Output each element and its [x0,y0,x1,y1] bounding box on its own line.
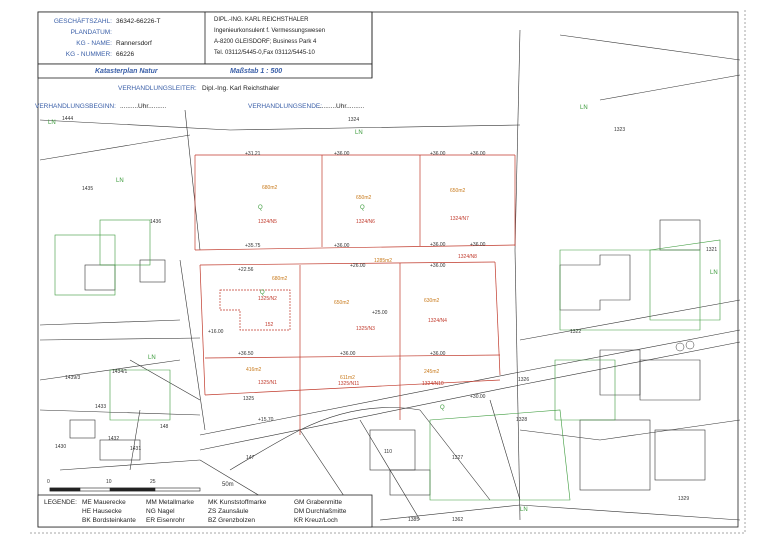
lot-1325-n2: 1325/N2 [258,296,277,302]
parcel-152: 152 [265,322,274,328]
scale-tick-0: 0 [47,479,50,485]
ln-marker: LN [48,120,56,126]
area-n11: 611m2 [340,375,355,381]
ende-label: VERHANDLUNGSENDE: [248,103,323,110]
plandatum-label: PLANDATUM: [70,29,112,36]
area-n3: 650m2 [334,300,350,306]
lot-1325-n11: 1325/N11 [338,381,360,387]
parcel-1434-1: 1434/1 [112,369,128,375]
area-n10: 245m2 [424,369,440,375]
area-n6: 650m2 [356,195,372,201]
parcel-110: 110 [384,449,392,455]
area-n4: 630m2 [424,298,440,304]
ln-marker: LN [355,130,363,136]
ende-value: ..........Uhr.......... [318,103,365,110]
parcel-1322: 1322 [570,329,582,335]
parcel-148: 148 [160,424,169,430]
parcel-1328: 1328 [516,417,528,423]
scale-tick-50: 50m [222,482,234,488]
dim-1: +31.21 [245,151,261,157]
ln-marker: LN [116,178,124,184]
parcel-1432: 1432 [108,436,120,442]
lot-1324-n10: 1324/N10 [422,381,444,387]
dim-5: +35.75 [245,243,261,249]
parcel-1444: 1444 [62,116,74,122]
firm-address: A-8200 GLEISDORF; Business Park 4 [214,39,317,45]
plan-scale: Maßstab 1 : 500 [230,68,283,75]
dim-14: +36.00 [430,351,446,357]
legend-item: ME Mauerecke [82,499,126,506]
area-n7: 650m2 [450,188,466,194]
dim-18: +30.00 [470,394,486,400]
legend-item: HE Hausecke [82,508,122,515]
dim-12: +36.50 [238,351,254,357]
firm-name: DIPL.-ING. KARL REICHSTHALER [214,17,309,23]
parcel-1439-3: 1439/3 [65,375,81,381]
legend-item: NG Nagel [146,508,175,515]
dim-17: +16.00 [208,329,224,335]
legend-item: BZ Grenzbolzen [208,517,255,524]
kg-name-value: Rannersdorf [116,40,152,47]
kg-name-label: KG - NAME: [76,40,112,47]
parcel-1431: 1431 [130,446,142,452]
legend-item: MM Metallmarke [146,499,195,506]
area-n8: 1285m2 [374,258,393,264]
lot-1324-n5: 1324/N5 [258,219,277,225]
parcel-1326: 1326 [518,377,530,383]
legend-item: ZS Zaunsäule [208,508,249,515]
parcel-1325: 1325 [243,396,255,402]
legend-item: MK Kunststoffmarke [208,499,267,506]
area-n1: 416m2 [246,367,262,373]
beginn-label: VERHANDLUNGSBEGINN: [35,103,116,110]
q-marker: Q [360,205,365,211]
q-marker: Q [258,205,263,211]
ln-marker: LN [520,507,528,513]
parcel-1436: 1436 [150,219,162,225]
scale-tick-10: 10 [106,479,112,485]
plan-title: Katasterplan Natur [95,68,158,75]
lot-1325-n1: 1325/N1 [258,380,277,386]
legend-item: BK Bordsteinkante [82,517,136,524]
leiter-label: VERHANDLUNGSLEITER: [118,85,197,92]
kg-nummer-value: 66226 [116,51,135,58]
dim-7: +36.00 [430,242,446,248]
parcel-1435: 1435 [82,186,94,192]
dim-16: +25.00 [372,310,388,316]
legend-item: KR Kreuz/Loch [294,517,338,524]
parcel-147: 147 [246,455,255,461]
area-n2: 680m2 [272,276,288,282]
dim-15: +15.70 [258,417,274,423]
parcel-1433: 1433 [95,404,107,410]
firm-title: Ingenieurkonsulent f. Vermessungswesen [214,28,326,34]
lot-1325-n3: 1325/N3 [356,326,375,332]
parcel-1362: 1362 [452,517,464,523]
scale-tick-25: 25 [150,479,156,485]
ln-marker: LN [580,105,588,111]
ln-marker: LN [148,355,156,361]
lot-1324-n6: 1324/N6 [356,219,375,225]
parcel-1329: 1329 [678,496,690,502]
lot-1324-n4: 1324/N4 [428,318,447,324]
q-marker: Q [260,290,265,296]
gz-label: GESCHÄFTSZAHL: [53,18,112,25]
dim-8: +36.00 [470,242,486,248]
dim-3: +36.00 [430,151,446,157]
gz-value: 36342-66226-T [116,18,161,25]
legend-item: DM Durchlaßmitte [294,508,347,515]
dim-10: +26.00 [350,263,366,269]
area-n5: 680m2 [262,185,278,191]
dim-9: +22.56 [238,267,254,273]
parcel-1430: 1430 [55,444,67,450]
legend-title: LEGENDE: [44,499,77,506]
parcel-1324: 1324 [348,117,360,123]
dim-13: +36.00 [340,351,356,357]
lot-1324-n7: 1324/N7 [450,216,469,222]
q-marker: Q [440,405,445,411]
lot-1324-n8: 1324/N8 [458,254,477,260]
parcel-1323: 1323 [614,127,626,133]
firm-phone: Tel. 03112/5445-0,Fax 03112/5445-10 [214,50,315,56]
dim-11: +36.00 [430,263,446,269]
dim-4: +36.00 [470,151,486,157]
dim-2: +36.00 [334,151,350,157]
legend-item: GM Grabenmitte [294,499,343,506]
dim-6: +36.00 [334,243,350,249]
beginn-value: ..........Uhr.......... [120,103,167,110]
leiter-value: Dipl.-Ing. Karl Reichsthaler [202,85,280,92]
parcel-1327: 1327 [452,455,464,461]
legend-item: ER Eisenrohr [146,517,185,524]
parcel-1321: 1321 [706,247,718,253]
ln-marker: LN [710,270,718,276]
parcel-1385: 1385 [408,517,420,523]
kg-nummer-label: KG - NUMMER: [65,51,112,58]
